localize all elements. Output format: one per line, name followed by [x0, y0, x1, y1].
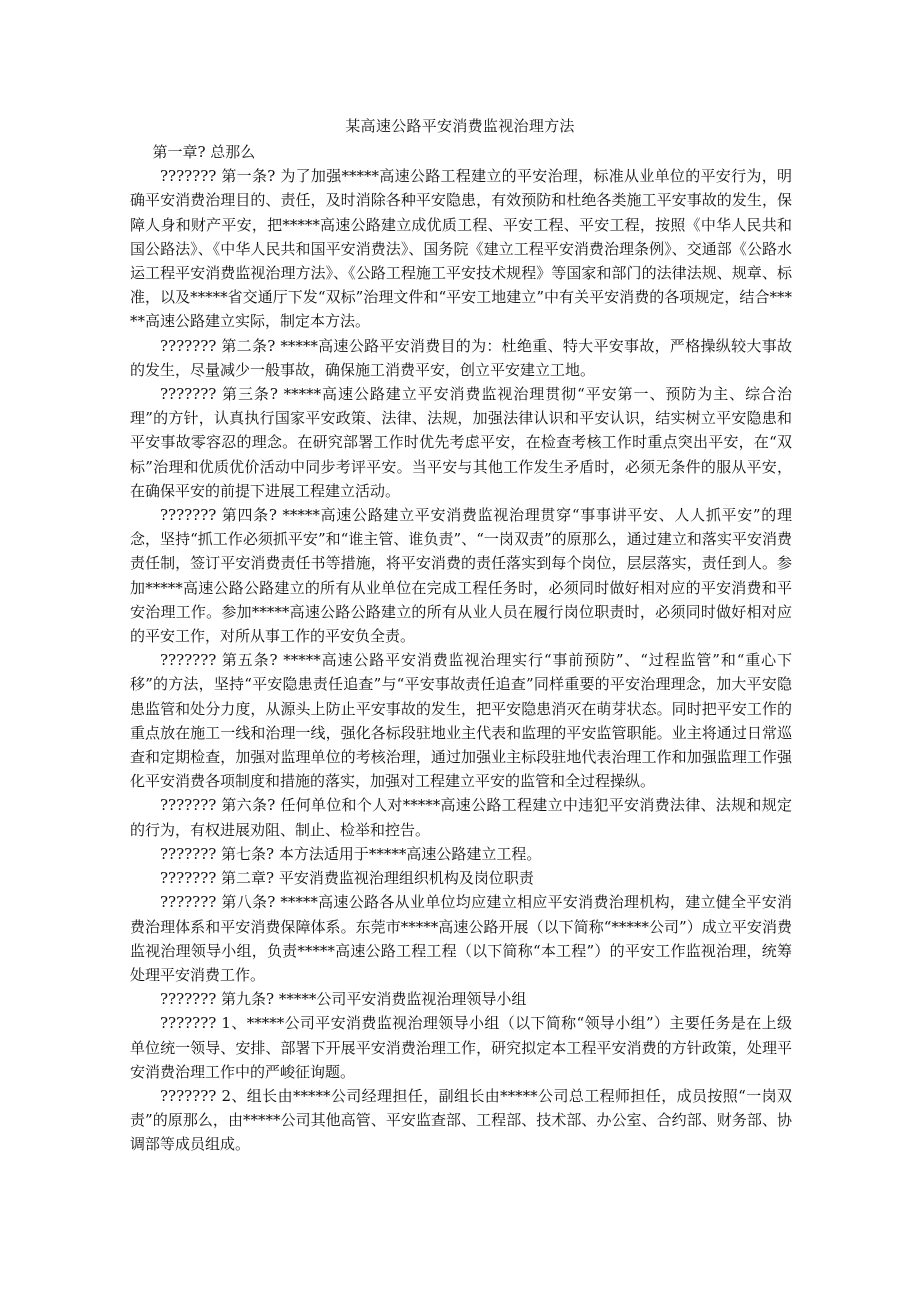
- article-paragraph: ??????? 第八条? *****高速公路各从业单位均应建立相应平安消费治理机构，建立健全平安消费治理体系和平安消费保障体系。东莞市*****高速公路开展（以下简称“*****公司”）成立平安消费监视治理领导小组，负责*****高速公路工程工程（以下简称“本工程”）的平安工作监视治理，统筹处理平安消费工作。: [130, 893, 792, 984]
- article-paragraph: ??????? 第九条? *****公司平安消费监视治理领导小组: [160, 990, 527, 1009]
- article-paragraph: ??????? 第一条? 为了加强*****高速公路工程建立的平安治理，标准从业单位的平安行为，明确平安消费治理目的、责任，及时消除各种平安隐患，有效预防和杜绝各类施工平安事故的发生，保障人身和财产平安，把*****高速公路建立成优质工程、平安工程、平安工程，按照《中华人民共和国公路法》、《中华人民共和国平安消费法》、国务院《建立工程平安消费治理条例》、交通部《公路水运工程平安消费监视治理方法》、《公路工程施工平安技术规程》等国家和部门的法律法规、规章、标准，以及*****省交通厅下发“双标”治理文件和“平安工地建立”中有关平安消费的各项规定，结合*****高速公路建立实际，制定本方法。: [130, 167, 792, 331]
- article-paragraph: ??????? 第五条? *****高速公路平安消费监视治理实行“事前预防”、“过程监管”和“重心下移”的方法，坚持“平安隐患责任追查”与“平安事故责任追查”同样重要的平安治理理念，加大平安隐患监管和处分力度，从源头上防止平安事故的发生，把平安隐患消灭在萌芽状态。同时把平安工作的重点放在施工一线和治理一线，强化各标段驻地业主代表和监理的平安监管职能。业主将通过日常巡查和定期检查，加强对监理单位的考核治理，通过加强业主标段驻地代表治理工作和加强监理工作强化平安消费各项制度和措施的落实，加强对工程建立平安的监管和全过程操纵。: [130, 651, 792, 791]
- list-item: ??????? 2、组长由*****公司经理担任，副组长由*****公司总工程师担任，成员按照“一岗双责”的原那么，由*****公司其他高管、平安监查部、工程部、技术部、办公室、合约部、财务部、协调部等成员组成。: [130, 1086, 792, 1154]
- list-item: ??????? 1、*****公司平安消费监视治理领导小组（以下简称“领导小组”）主要任务是在上级单位统一领导、安排、部署下开展平安消费治理工作，研究拟定本工程平安消费的方针政策，处理平安消费治理工作中的严峻征询题。: [130, 1014, 792, 1081]
- article-paragraph: ??????? 第七条? 本方法适用于*****高速公路建立工程。: [160, 844, 542, 863]
- article-paragraph: ??????? 第六条? 任何单位和个人对*****高速公路工程建立中违犯平安消费法律、法规和规定的行为，有权进展劝阻、制止、检举和控告。: [130, 796, 792, 839]
- chapter-heading: ??????? 第二章? 平安消费监视治理组织机构及岗位职责: [160, 869, 534, 888]
- article-paragraph: ??????? 第三条? *****高速公路建立平安消费监视治理贯彻“平安第一、预防为主、综合治理”的方针，认真执行国家平安政策、法律、法规，加强法律认识和平安认识，结实树立平安隐患和平安事故零容忍的理念。在研究部署工作时优先考虑平安，在检查考核工作时重点突出平安，在“双标”治理和优质优价活动中同步考评平安。当平安与其他工作发生矛盾时，必须无条件的服从平安，在确保平安的前提下进展工程建立活动。: [130, 385, 792, 500]
- chapter-heading: 第一章? 总那么: [152, 143, 256, 161]
- article-paragraph: ??????? 第二条? *****高速公路平安消费目的为：杜绝重、特大平安事故，严格操纵较大事故的发生，尽量减少一般事故，确保施工消费平安，创立平安建立工地。: [130, 336, 792, 379]
- document-body: [130, 140, 792, 1157]
- document-title: 某高速公路平安消费监视治理方法: [345, 117, 575, 135]
- article-paragraph: ??????? 第四条? *****高速公路建立平安消费监视治理贯穿“事事讲平安、人人抓平安”的理念，坚持“抓工作必须抓平安”和“谁主管、谁负责”、“一岗双责”的原那么，通过建立和落实平安消费责任制，签订平安消费责任书等措施，将平安消费的责任落实到每个岗位，层层落实，责任到人。参加*****高速公路公路建立的所有从业单位在完成工程任务时，必须同时做好相对应的平安消费和平安治理工作。参加*****高速公路公路建立的所有从业人员在履行岗位职责时，必须同时做好相对应的平安工作，对所从事工作的平安负全责。: [130, 506, 792, 646]
